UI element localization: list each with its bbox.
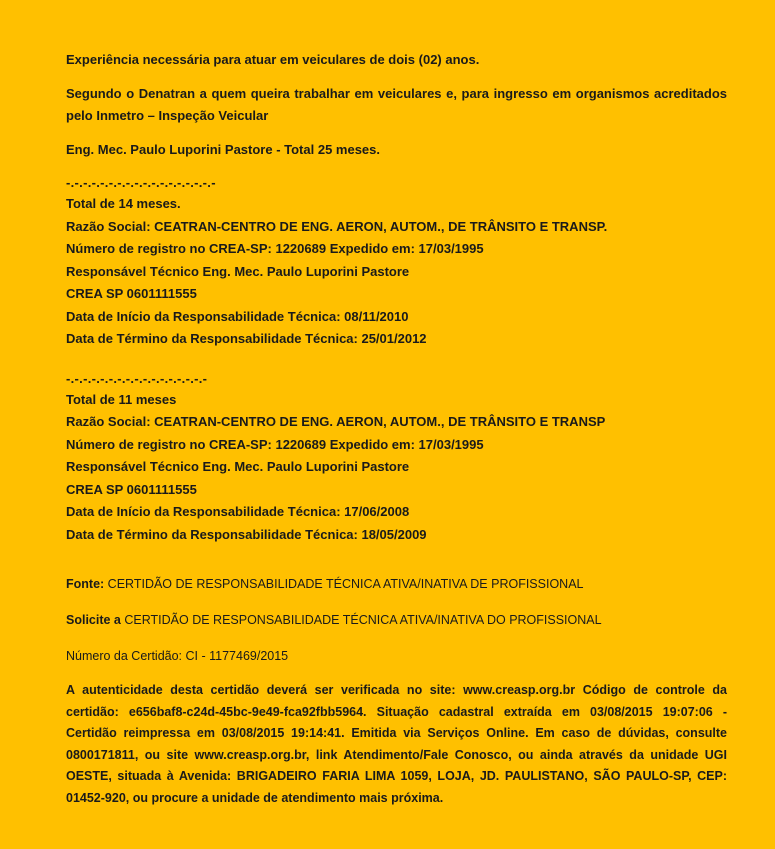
request-text: CERTIDÃO DE RESPONSABILIDADE TÉCNICA ATIVA/INATIVA DO PROFISSIONAL — [124, 613, 602, 627]
technical-responsible: Responsável Técnico Eng. Mec. Paulo Luporini Pastore — [66, 459, 410, 474]
separator-line: -.-.-.-.-.-.-.-.-.-.-.-.-.-.-.-.- — [66, 370, 208, 386]
engineer-total: Eng. Mec. Paulo Luporini Pastore - Total 25 meses. — [66, 142, 380, 157]
request-line — [66, 610, 727, 630]
responsibility-block-2 — [66, 369, 727, 547]
source-line — [66, 574, 727, 594]
certificate-number: Número da Certidão: CI - 1177469/2015 — [66, 649, 289, 663]
razao-social: Razão Social: CEATRAN-CENTRO DE ENG. AERON, AUTOM., DE TRÂNSITO E TRANSP — [66, 414, 606, 429]
document-body — [66, 49, 727, 809]
block-total: Total de 11 meses — [66, 391, 177, 407]
crea-number: CREA SP 0601111555 — [66, 481, 197, 497]
start-date: Data de Início da Responsabilidade Técnica: 08/11/2010 — [66, 308, 409, 324]
registration-number: Número de registro no CREA-SP: 1220689 Expedido em: 17/03/1995 — [66, 241, 484, 256]
spacer — [66, 351, 727, 369]
request-label: Solicite a — [66, 613, 121, 627]
start-date: Data de Início da Responsabilidade Técnica: 17/06/2008 — [66, 504, 410, 519]
responsibility-block-1 — [66, 173, 727, 351]
crea-number: CREA SP 0601111555 — [66, 286, 197, 301]
denatran-requirement: Segundo o Denatran a quem queira trabalhar em veiculares e, para ingresso em organismos acreditados pelo Inmetro – Inspeção Veicular — [66, 86, 727, 123]
end-date: Data de Término da Responsabilidade Técnica: 25/01/2012 — [66, 331, 427, 346]
source-text: CERTIDÃO DE RESPONSABILIDADE TÉCNICA ATIVA/INATIVA DE PROFISSIONAL — [107, 577, 584, 591]
experience-requirement: Experiência necessária para atuar em veiculares de dois (02) anos. — [66, 52, 480, 67]
spacer — [66, 546, 727, 574]
source-label: Fonte: — [66, 577, 105, 591]
end-date: Data de Término da Responsabilidade Técnica: 18/05/2009 — [66, 526, 427, 542]
separator-line: -.-.-.-.-.-.-.-.-.-.-.-.-.-.-.-.-.- — [66, 175, 216, 190]
block-total: Total de 14 meses. — [66, 196, 181, 211]
technical-responsible: Responsável Técnico Eng. Mec. Paulo Luporini Pastore — [66, 263, 410, 279]
razao-social: Razão Social: CEATRAN-CENTRO DE ENG. AERON, AUTOM., DE TRÂNSITO E TRANSP. — [66, 218, 608, 234]
registration-number: Número de registro no CREA-SP: 1220689 Expedido em: 17/03/1995 — [66, 436, 484, 452]
authenticity-paragraph: A autenticidade desta certidão deverá ser verificada no site: www.creasp.org.br Código de controle da certidão: e656baf8-c24d-45bc-9e49-fca92fbb5964. Situação cadastral extraída em 03/08/2015 19:07:06 - Certidão reimpressa em 03/08/2015 19:14:41. Emitida via Serviços Online. Em caso de dúvidas, consulte 0800171811, ou site www.creasp.org.br, link Atendimento/Fale Conosco, ou ainda através da unidade UGI OESTE, situada à Avenida: BRIGADEIRO FARIA LIMA 1059, LOJA, JD. PAULISTANO, SÃO PAULO-SP, CEP: 01452-920, ou procure a unidade de atendimento mais próxima. — [66, 683, 727, 805]
